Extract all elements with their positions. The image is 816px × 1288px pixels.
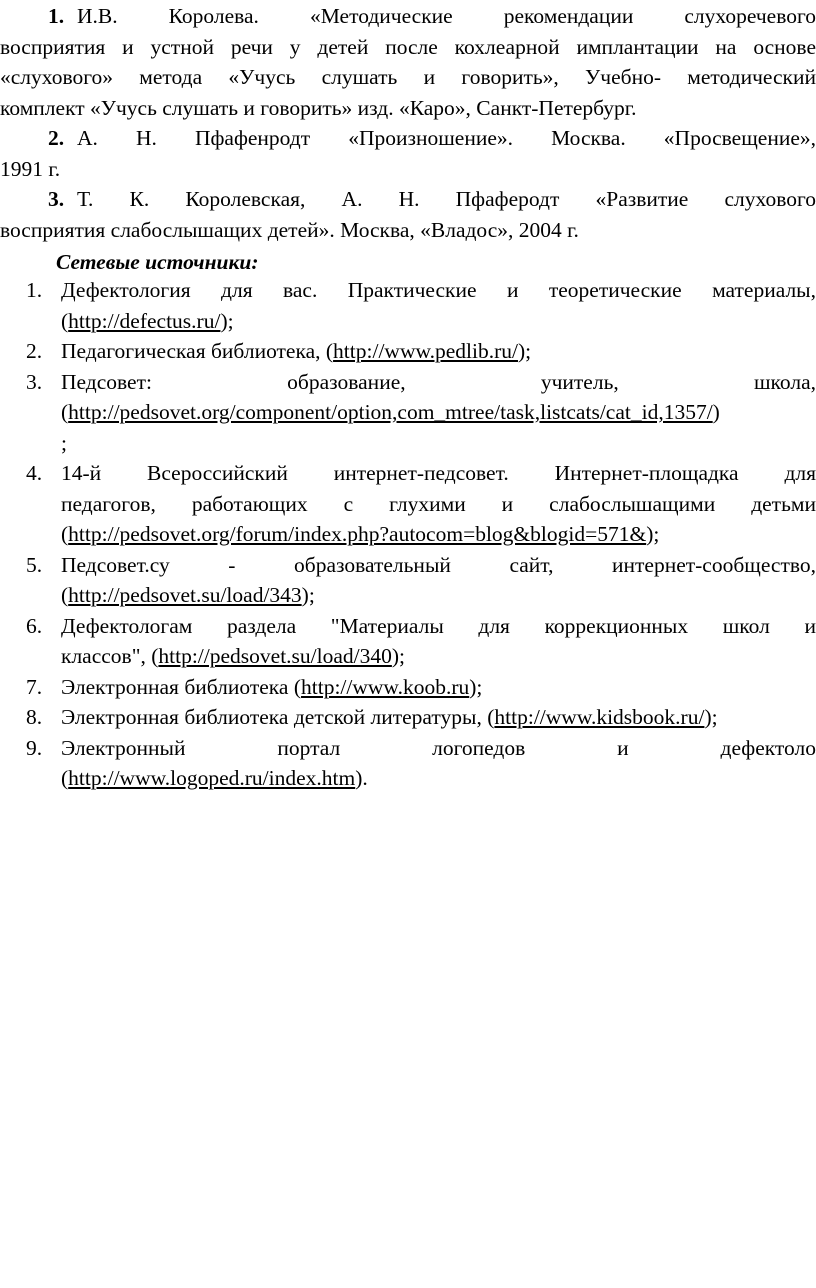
reference-item [0, 184, 816, 245]
reference-number: 3. [48, 187, 65, 211]
list-item: 7. Электронная библиотека (http://www.koob.ru); [0, 672, 816, 703]
list-item-number: 3. [26, 369, 43, 394]
reference-line: 1991 г. [0, 156, 61, 181]
source-link[interactable]: http://pedsovet.org/component/option,com_mtree/task,listcats/cat_id,1357/ [68, 400, 713, 424]
list-item: 4. 14-й Всероссийский интернет-педсовет. Интернет-площадка для педагогов, работающих с глухими и слабослышащими детьми (http://pedsovet.org/forum/index.php?autocom=blog&blogid=571&); [0, 458, 816, 550]
reference-item [0, 123, 816, 184]
list-item-text: Дефектологам раздела "Материалы для коррекционных школ и [61, 613, 816, 638]
online-sources-heading: Сетевые источники: [56, 250, 259, 274]
list-item-number: 9. [26, 735, 43, 760]
list-item-tail: ; [61, 430, 67, 455]
references-list [0, 0, 816, 245]
list-item: 8. Электронная библиотека детской литературы, (http://www.kidsbook.ru/); [0, 702, 816, 733]
list-item-number: 6. [26, 613, 43, 638]
list-item-number: 1. [26, 278, 43, 302]
list-item-number: 8. [26, 705, 43, 729]
list-item: 3. Педсовет: образование, учитель, школа, (http://pedsovet.org/component/option,com_mtree/task,listcats/cat_id,1357/) ; [0, 367, 816, 459]
list-item: 2. Педагогическая библиотека, (http://www.pedlib.ru/); [0, 336, 816, 367]
list-item-text: Дефектология для вас. Практические и теоретические материалы, [61, 278, 816, 302]
list-item-text: Электронный портал логопедов и дефектоло [61, 735, 816, 760]
list-item-text: 14-й Всероссийский интернет-педсовет. Интернет-площадка для [61, 461, 816, 485]
list-item-number: 4. [26, 461, 43, 485]
reference-line: 2. А. Н. Пфафенродт «Произношение». Москва. «Просвещение», [0, 123, 816, 154]
reference-number: 1. [48, 4, 65, 28]
reference-number: 2. [48, 126, 65, 150]
list-item: 6. Дефектологам раздела "Материалы для коррекционных школ и классов", (http://pedsovet.su/load/340); [0, 611, 816, 672]
source-link[interactable]: http://www.logoped.ru/index.htm [68, 766, 356, 790]
list-item-number: 5. [26, 552, 43, 577]
source-link[interactable]: http://pedsovet.su/load/343 [68, 583, 302, 607]
list-item-text: педагогов, работающих с глухими и слабослышащими детьми [61, 491, 816, 516]
source-link[interactable]: http://www.kidsbook.ru/ [494, 705, 705, 729]
source-link[interactable]: http://www.pedlib.ru/ [333, 339, 518, 363]
list-item-number: 7. [26, 674, 43, 699]
source-link[interactable]: http://pedsovet.org/forum/index.php?autocom=blog&blogid=571& [68, 522, 647, 546]
list-item-text: Педсовет.су - образовательный сайт, интернет-сообщество, [61, 552, 816, 577]
list-item-text: Педсовет: образование, учитель, школа, [61, 369, 816, 394]
list-item: 9. Электронный портал логопедов и дефектоло (http://www.logoped.ru/index.htm). [0, 733, 816, 794]
source-link[interactable]: http://defectus.ru/ [68, 308, 221, 333]
reference-line: 3. Т. К. Королевская, А. Н. Пфаферодт «Развитие слухового [0, 184, 816, 215]
source-link[interactable]: http://pedsovet.su/load/340 [158, 644, 392, 668]
list-item-number: 2. [26, 339, 43, 363]
source-link[interactable]: http://www.koob.ru [301, 674, 470, 699]
reference-line: восприятия и устной речи у детей после кохлеарной имплантации на основе [0, 34, 816, 59]
list-item: 5. Педсовет.су - образовательный сайт, интернет-сообщество, (http://pedsovet.su/load/343); [0, 550, 816, 611]
reference-line: комплект «Учусь слушать и говорить» изд. «Каро», Санкт-Петербург. [0, 95, 637, 120]
online-sources-list [0, 275, 816, 794]
reference-line: «слухового» метода «Учусь слушать и говорить», Учебно- методический [0, 65, 816, 89]
reference-line: восприятия слабослышащих детей». Москва, «Владос», 2004 г. [0, 217, 579, 242]
list-item: 1. Дефектология для вас. Практические и теоретические материалы, (http://defectus.ru/); [0, 275, 816, 336]
reference-line: 1. И.В. Королева. «Методические рекомендации слухоречевого [0, 1, 816, 32]
reference-item [0, 0, 816, 123]
